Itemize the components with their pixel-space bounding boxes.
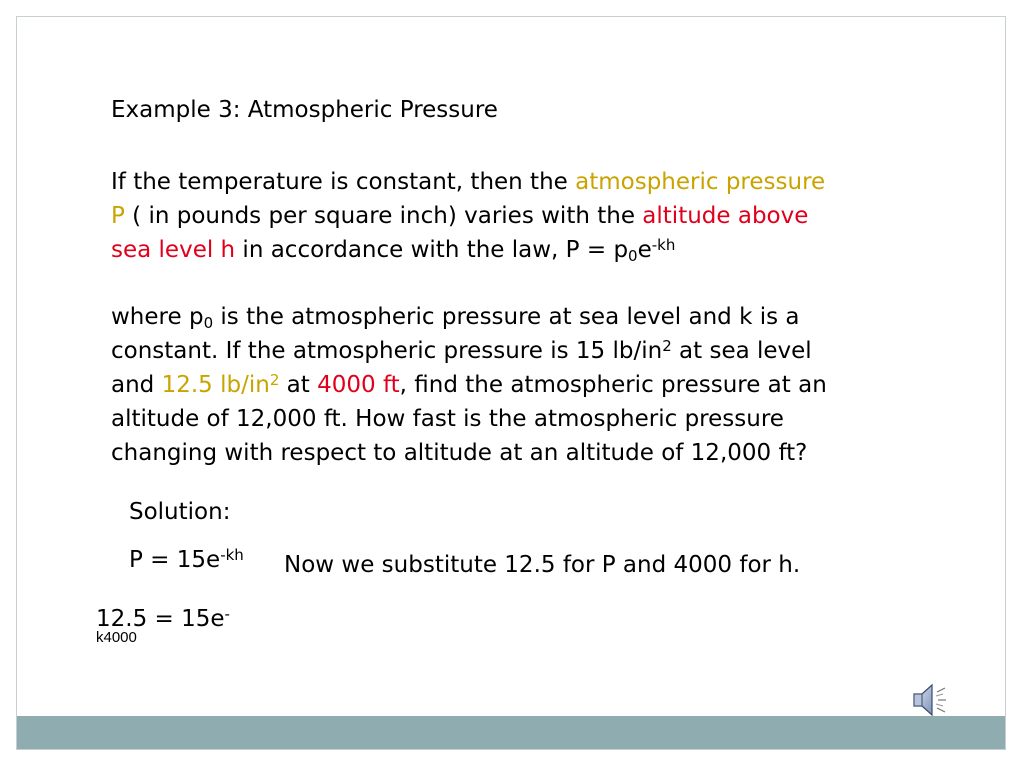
highlight-sea-level-h: sea level h	[111, 237, 236, 263]
solution-label: Solution:	[129, 499, 231, 525]
substitute-text: Now we substitute 12.5 for P and 4000 for h.	[284, 552, 801, 578]
equation-2: 12.5 = 15e-	[96, 604, 230, 632]
speaker-icon[interactable]	[912, 680, 948, 720]
para2-line5: changing with respect to altitude at an altitude of 12,000 ft?	[111, 440, 808, 466]
para1-line3: sea level h in accordance with the law, $P = p_0e^{-kh}$	[111, 235, 676, 265]
p-equation: $P = 15e^{-kh}$	[129, 545, 244, 573]
para2-line2: constant. If the atmospheric pressure is 15 $lb/in^2$ at sea level	[111, 336, 812, 364]
para2-line1: where $p_0$ is the atmospheric pressure at sea level and k is a	[111, 304, 800, 332]
para1-line2: P ( in pounds per square inch) varies with the altitude above	[111, 203, 809, 229]
para1-line1: If the temperature is constant, then the atmospheric pressure	[111, 169, 826, 195]
highlight-p: P	[111, 203, 125, 229]
equation-2-exponent: k4000	[96, 629, 137, 646]
para2-line4: altitude of 12,000 ft. How fast is the atmospheric pressure	[111, 406, 784, 432]
slide-title: Example 3: Atmospheric Pressure	[111, 97, 498, 123]
bottom-bar	[17, 716, 1005, 749]
problem-paragraph-1	[111, 165, 825, 267]
highlight-4000-ft: 4000 ft	[317, 372, 400, 398]
highlight-12-5-lb: 12.5 $lb/in^2$	[161, 370, 280, 398]
highlight-atmospheric-pressure: atmospheric pressure	[575, 169, 826, 195]
para2-line3: and 12.5 $lb/in^2$ at 4000 ft, find the atmospheric pressure at an	[111, 370, 827, 398]
problem-paragraph-2	[111, 300, 827, 470]
highlight-altitude-above: altitude above	[642, 203, 809, 229]
